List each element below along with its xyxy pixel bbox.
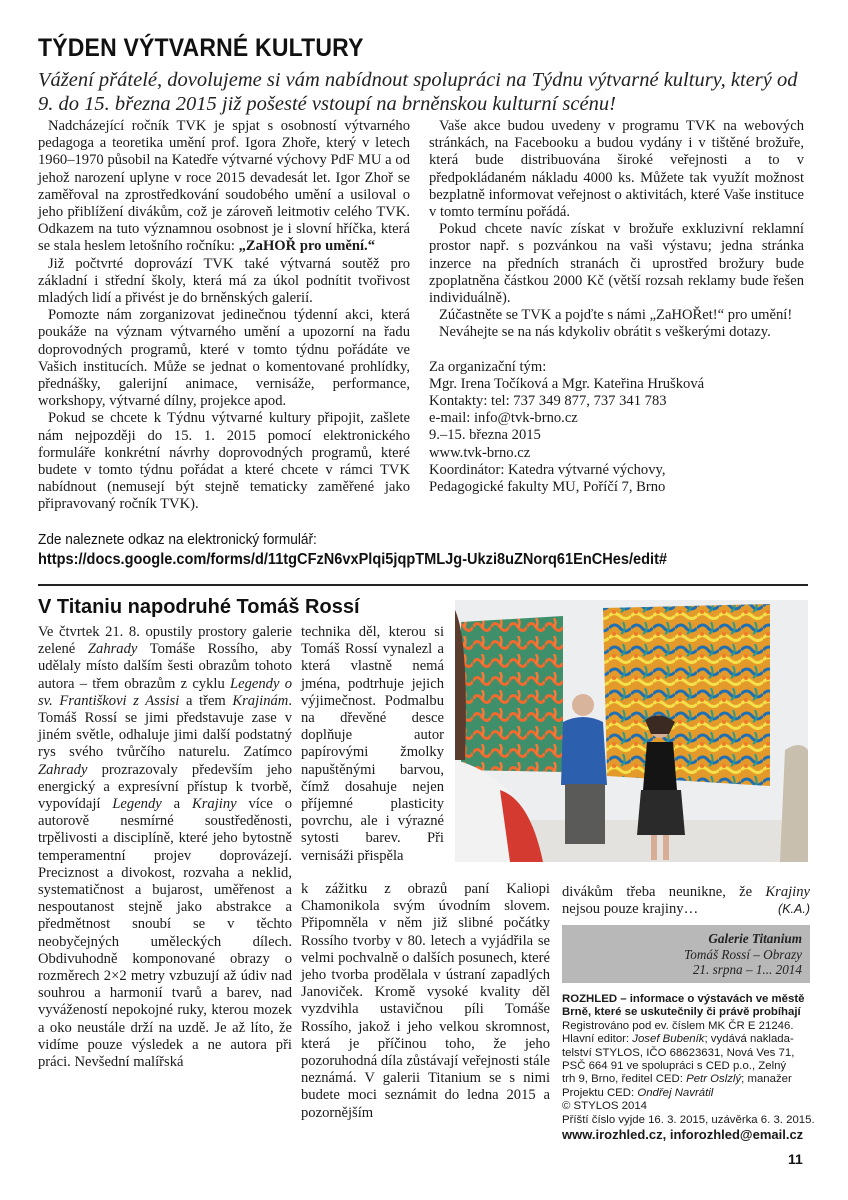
article-title: TÝDEN VÝTVARNÉ KULTURY [38, 34, 364, 62]
photo-illustration [455, 600, 808, 862]
imprint-heading: Brně, které se uskutečnily či právě probíhají [562, 1006, 801, 1019]
paragraph: Pomozte nám zorganizovat jedinečnou týdenní akci, která poukáže na význam výtvarného umění a upozorní na řadu doprovodných programů, které v tomto týdnu pořádáte ve Vašich institucích. Může se jednat o komentované prohlídky, přednášky, galerijní animace, vernisáže, performance, workshopy, výtvarné dílny, projekce apod. [38, 307, 410, 410]
director-name: Petr Oslzlý [686, 1073, 742, 1086]
text: ; manažer [741, 1073, 792, 1086]
text: Projektu CED: [562, 1086, 638, 1099]
publisher-line: PSČ 664 91 ve spolupráci s CED p.o., Zelný [562, 1060, 787, 1073]
team-label: Za organizační tým: [429, 358, 547, 375]
form-link-block [38, 531, 818, 571]
imprint-web-links[interactable]: www.irozhled.cz, inforozhled@email.cz [562, 1127, 804, 1143]
paragraph [38, 118, 410, 256]
website-link[interactable]: www.tvk-brno.cz [429, 444, 531, 461]
italic-title: Zahrady [38, 761, 88, 778]
text: trh 9, Brno, ředitel CED: [562, 1073, 687, 1086]
paragraph: k zážitku z obrazů paní Kaliopi Chamonikola svým úvodním slovem. Připomněla v něm již slibné počátky Rossího tvorby v 80. letech a vyjádřila se velmi pochvalně o dalších posunech, které jeho tvorba prodělala v ústraní zapadlých Janoviček. Kromě vysoké kvality děl vyzdvihla ustavičnou píli Tomáše Rossího, jakož i jeho velkou skromnost, která je příčinou toho, že jeho pozoruhodná díla zůstávají veřejnosti stále neznámá. V galerii Titanium se s nimi budete moci seznámit do ledna 2015 a pozornějším [301, 881, 550, 1121]
author-initials: (K.A.) [778, 902, 810, 917]
text: Hlavní editor: [562, 1033, 633, 1046]
manager-name: Ondřej Navrátil [637, 1086, 714, 1099]
page-number: 11 [788, 1151, 803, 1167]
paragraph: technika děl, kterou si Tomáš Rossí vynalezl a která vlastně nemá jména, podtrhuje jejich výjimečnost. Podmalbu na dřevěné desce doplňuje autor papírovými žmolky napuštěnými barvou, čímž dosahuje nejen příjemné plasticity povrchu, ale i výrazné sytosti barev. Při vernisáži přispěla [301, 624, 444, 864]
italic-title: Legendy [112, 796, 162, 813]
exhibition-dates: 21. srpna – 1... 2014 [692, 962, 802, 977]
paragraph [38, 624, 292, 1071]
text: divákům třeba neunikne, že [562, 884, 766, 900]
italic-title: Krajinám [232, 692, 289, 709]
text: a třem [179, 692, 233, 709]
paragraph: Zúčastněte se TVK a pojďte s námi „ZaHOŘet!“ pro umění! [439, 307, 793, 324]
article1-column-right [429, 118, 804, 496]
paragraph: Neváhejte se na nás kdykoliv obrátit s veškerými dotazy. [439, 324, 771, 341]
exhibition-name: Tomáš Rossí – Obrazy [684, 946, 802, 962]
text: Tomáše Rossího, aby udělaly místo dalším šesti obrazům tohoto autora – třem obrazům z cyklu [38, 641, 292, 692]
article2-title: V Titaniu napodruhé Tomáš Rossí [38, 596, 360, 618]
exhibition-photo [455, 600, 808, 862]
article2-column-2-bottom [301, 881, 550, 1122]
article2-column-1 [38, 624, 292, 1071]
form-url-link[interactable]: https://docs.google.com/forms/d/11tgCFzN6vxPlqi5jqpTMLJg-Ukzi8uZNorq61EnCHes/edit# [38, 551, 668, 568]
paragraph: Pokud chcete navíc získat v brožuře exkluzivní reklamní prostor např. s pozvánkou na vaši výstavu; jedna stránka inzerce na předních stranách či uprostřed brožury bude zpoplatněna částkou 2000 Kč (větší rozsah reklamy bude řešen individuálně). [429, 221, 804, 307]
editor-line [562, 1033, 812, 1046]
text: ; vydává naklada- [704, 1033, 794, 1046]
editor-name: Josef Bubeník [632, 1033, 705, 1046]
italic-title: Krajiny [765, 884, 810, 900]
paragraph: Pokud se chcete k Týdnu výtvarné kultury připojit, zašlete nám nejpozději do 15. 1. 2015 pomocí elektronického formuláře konkrétní návrhy doprovodných programů, které budete v tomto týdnu pořádat a které chcete v rámci TVK nabídnout (nemusejí být stejně tematicky zaměřené jako připravovaný ročník TVK). [38, 410, 410, 513]
phone-numbers: Kontakty: tel: 737 349 877, 737 341 783 [429, 393, 667, 410]
article1-column-left [38, 118, 410, 514]
text: nejsou pouze krajiny… [562, 901, 699, 918]
next-issue: Příští číslo vyjde 16. 3. 2015, uzávěrka 6. 3. 2015. [562, 1113, 815, 1126]
form-link-label: Zde naleznete odkaz na elektronický formulář: [38, 532, 317, 548]
paragraph: Již počtvrté doprovází TVK také výtvarná soutěž pro základní i střední školy, která má za úkol podnítit tvořivost mladých lidí a přivést je do brněnských galerií. [38, 255, 410, 307]
italic-title: Krajiny [192, 796, 237, 813]
article2-column-3 [562, 884, 810, 918]
text: více o autorově nesmírné soustředěnosti, trpělivosti a disciplíně, které jeho bytostně temperamentní projev doprovázejí. Preciznost a divokost, rozvaha a neklid, systematičnost a bujarost, uměřenost a nespoutanost stejně jako abstrakce a předmětnost snoubí se v těchto neobyčejných uměleckých dílech. Obdivuhodně komponované obrazy o rozměrech 2×2 metry vzbuzují až údiv nad souhrou a harmonií tvarů a barev, nad vyvážeností nepokojné ruky, kterou mozek a oko neustále drží na uzdě. Je až líto, že vidíme pouze výsledek a ne autora při práci. Nevšední malířská [38, 796, 292, 1071]
text: . Tomáš Rossí se jimi představuje zase v jiném světle, odhaluje jimi další podstatný rys svého tvůrčího naturelu. Zatímco [38, 692, 292, 761]
imprint-block [562, 993, 815, 1143]
registration: Registrováno pod ev. číslem MK ČR E 21246. [562, 1019, 794, 1032]
paragraph [562, 884, 810, 918]
article-lead: Vážení přátelé, dovolujeme si vám nabídnout spolupráci na Týdnu výtvarné kultury, který od 9. do 15. března 2015 již pošesté vstoupí na brněnskou kulturní scénu! [38, 69, 798, 115]
copyright: © STYLOS 2014 [562, 1100, 648, 1113]
italic-title: Legendy o sv. Františkovi z Assisi [38, 675, 292, 709]
article2-column-2-top [301, 624, 444, 865]
section-divider [38, 584, 808, 586]
text: prozrazovaly především jeho energický a expresívní přístup k tvorbě, vypovídají [38, 761, 292, 813]
manager-line [562, 1087, 812, 1100]
paragraph: Vaše akce budou uvedeny v programu TVK na webových stránkách, na Facebooku a budou vydány i v tištěné brožuře, která bude distribuována široké veřejnosti a to v předpokládaném nákladu 4000 ks. Můžete tak využít možnost bezplatně informovat veřejnost o aktivitách, které Vaše instituce v tomto termínu pořádá. [429, 118, 804, 221]
email-link[interactable]: e-mail: info@tvk-brno.cz [429, 410, 578, 427]
text: a [161, 796, 193, 813]
exhibition-infobox [562, 925, 810, 983]
publisher-line: telství STYLOS, IČO 68623631, Nová Ves 71, [562, 1046, 795, 1059]
italic-title: Zahrady [87, 641, 138, 658]
team-names: Mgr. Irena Točíková a Mgr. Kateřina Hrušková [429, 375, 705, 392]
text: Ve čtvrtek 21. 8. opustily prostory galerie zelené [38, 624, 292, 658]
director-line [562, 1073, 812, 1086]
paragraph-text: Nadcházející ročník TVK je spjat s osobností výtvarného pedagoga a teoretika umění prof. Igora Zhoře, který v letech 1960–1970 působil na Katedře výtvarné výchovy PdF MU a od jehož narození uplyne v roce 2015 devadesát let. Igor Zhoř se zaměřoval na zprostředkování soudobého umění a usiloval o jeho přiblížení divákům, což je zároveň leitmotiv celého TVK. Odkazem na tuto významnou osobnost je i slovní hříčka, která se stala heslem letošního ročníku: [38, 118, 410, 255]
imprint-heading: ROZHLED – informace o výstavách ve městě [562, 993, 805, 1005]
coordinator: Koordinátor: Katedra výtvarné výchovy, [429, 461, 666, 478]
gallery-name: Galerie Titanium [708, 931, 802, 946]
contacts-block [429, 359, 804, 497]
event-dates: 9.–15. března 2015 [429, 427, 541, 444]
coordinator-address: Pedagogické fakulty MU, Poříčí 7, Brno [429, 479, 666, 496]
motto: „ZaHOŘ pro umění.“ [238, 238, 375, 255]
